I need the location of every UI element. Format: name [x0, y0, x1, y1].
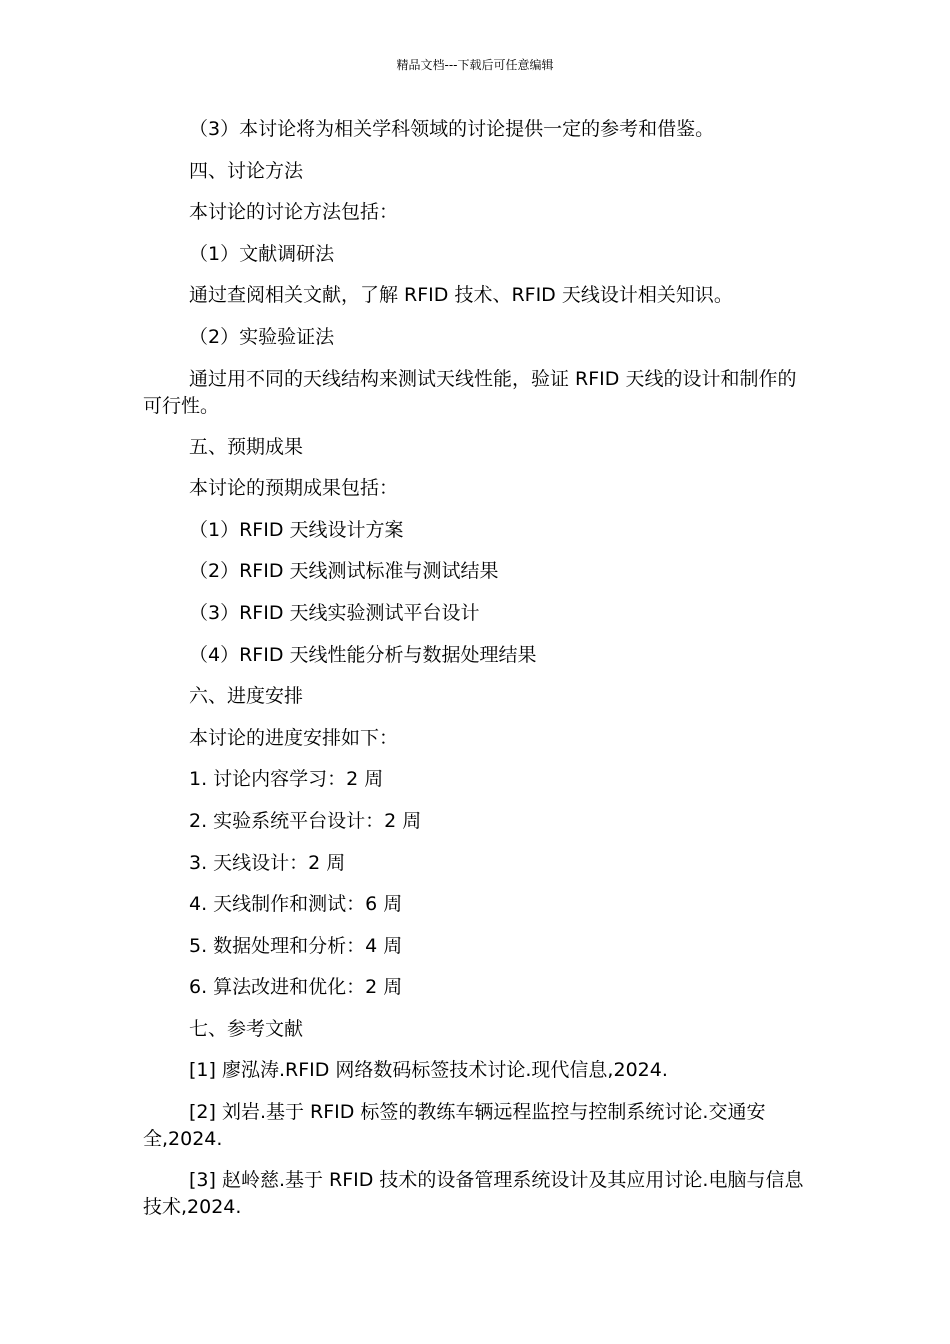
outcome-item-3: （3）RFID 天线实验测试平台设计 [189, 601, 480, 624]
section-heading-schedule: 六、进度安排 [189, 685, 304, 708]
outcome-item-1: （1）RFID 天线设计方案 [189, 518, 404, 541]
schedule-item-5: 5. 数据处理和分析：4 周 [189, 934, 403, 957]
method-item-1: （1）文献调研法 [189, 242, 335, 265]
paragraph-schedule-intro: 本讨论的进度安排如下： [189, 726, 399, 749]
reference-3: [3] 赵岭慈.基于 RFID 技术的设备管理系统设计及其应用讨论.电脑与信息技术,2024. [143, 1169, 804, 1219]
schedule-item-3: 3. 天线设计：2 周 [189, 851, 346, 874]
schedule-item-4: 4. 天线制作和测试：6 周 [189, 893, 403, 916]
section-heading-outcomes: 五、预期成果 [189, 435, 304, 458]
method-item-1-desc: 通过查阅相关文献，了解 RFID 技术、RFID 天线设计相关知识。 [189, 284, 733, 307]
method-item-2: （2）实验验证法 [189, 325, 335, 348]
paragraph-methods-intro: 本讨论的讨论方法包括： [189, 201, 399, 224]
outcome-item-4: （4）RFID 天线性能分析与数据处理结果 [189, 643, 537, 666]
reference-2: [2] 刘岩.基于 RFID 标签的教练车辆远程监控与控制系统讨论.交通安全,2024. [143, 1101, 766, 1151]
schedule-item-6: 6. 算法改进和优化：2 周 [189, 976, 403, 999]
section-heading-references: 七、参考文献 [189, 1017, 304, 1040]
method-item-2-desc: 通过用不同的天线结构来测试天线性能，验证 RFID 天线的设计和制作的可行性。 [143, 367, 797, 417]
paragraph-significance-3: （3）本讨论将为相关学科领域的讨论提供一定的参考和借鉴。 [189, 118, 715, 140]
outcome-item-2: （2）RFID 天线测试标准与测试结果 [189, 560, 499, 583]
document-body [143, 116, 808, 1235]
paragraph-outcomes-intro: 本讨论的预期成果包括： [189, 477, 399, 500]
schedule-item-2: 2. 实验系统平台设计：2 周 [189, 809, 422, 832]
schedule-item-1: 1. 讨论内容学习：2 周 [189, 768, 384, 791]
reference-1: [1] 廖泓涛.RFID 网络数码标签技术讨论.现代信息,2024. [189, 1059, 668, 1082]
page-header: 精品文档---下载后可任意编辑 [396, 58, 554, 72]
section-heading-methods: 四、讨论方法 [189, 159, 304, 182]
